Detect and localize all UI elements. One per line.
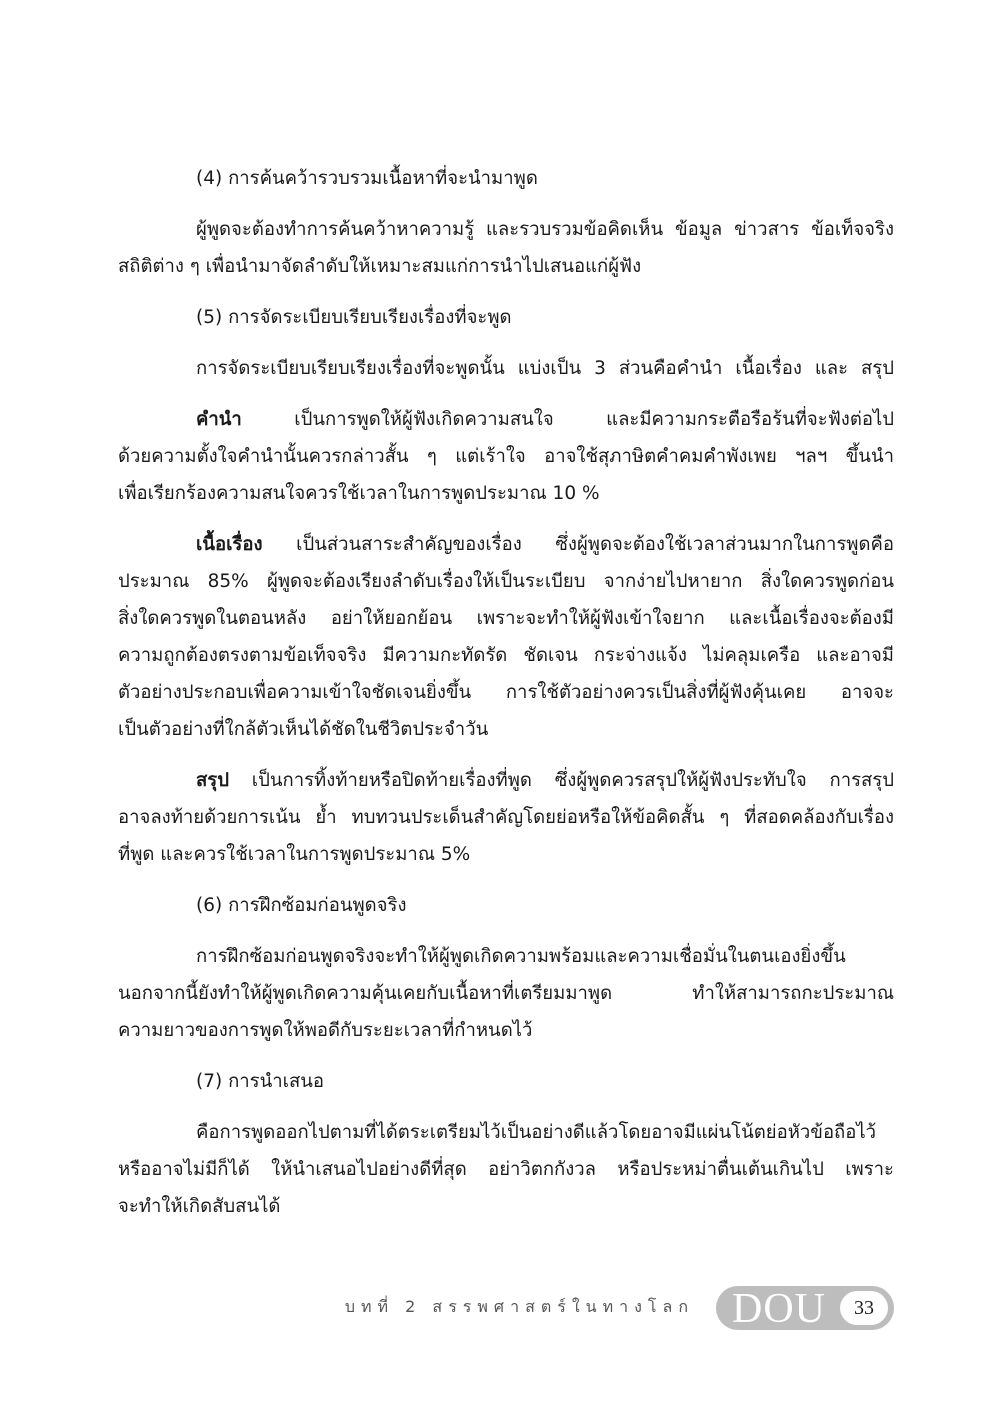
- paragraph-section-5-intro: [118, 350, 894, 387]
- paragraph-line: [118, 526, 894, 563]
- paragraph-line: ตัวอย่างประกอบเพื่อความเข้าใจชัดเจนยิ่งขึ้น การใช้ตัวอย่างควรเป็นสิ่งที่ผู้ฟังคุ้นเคย อาจจะ: [118, 682, 894, 703]
- page-number: 33: [840, 1291, 888, 1325]
- paragraph-line: อาจลงท้ายด้วยการเน้น ย้ำ ทบทวนประเด็นสำคัญโดยย่อหรือให้ข้อคิดสั้น ๆ ที่สอดคล้องกับเรื่อง: [118, 807, 894, 828]
- section-heading-6: (6) การฝึกซ้อมก่อนพูดจริง: [196, 895, 407, 916]
- paragraph-line: [118, 762, 894, 799]
- dou-logo: DOU: [732, 1286, 826, 1332]
- paragraph-line: ด้วยความตั้งใจคำนำนั้นควรกล่าวสั้น ๆ แต่เร้าใจ อาจใช้สุภาษิตคำคมคำพังเพย ฯลฯ ขึ้นนำ: [118, 446, 894, 467]
- paragraph-line: นอกจากนี้ยังทำให้ผู้พูดเกิดความคุ้นเคยกับเนื้อหาที่เตรียมมาพูด ทำให้สามารถกะประมาณ: [118, 983, 894, 1004]
- paragraph-summary: [118, 762, 894, 873]
- paragraph-text: เป็นการทิ้งท้ายหรือปิดท้ายเรื่องที่พูด ซึ่งผู้พูดควรสรุปให้ผู้ฟังประทับใจ การสรุป: [228, 770, 894, 791]
- section-heading-5: (5) การจัดระเบียบเรียบเรียงเรื่องที่จะพูด: [196, 307, 512, 328]
- paragraph-line: สิ่งใดควรพูดในตอนหลัง อย่าให้ยอกย้อน เพราะจะทำให้ผู้ฟังเข้าใจยาก และเนื้อเรื่องจะต้องมี: [118, 608, 894, 629]
- paragraph-section-7: [118, 1114, 894, 1225]
- paragraph-line: คือการพูดออกไปตามที่ได้ตระเตรียมไว้เป็นอย่างดีแล้วโดยอาจมีแผ่นโน้ตย่อหัวข้อถือไว้: [196, 1122, 877, 1143]
- paragraph-text: เป็นส่วนสาระสำคัญของเรื่อง ซึ่งผู้พูดจะต้องใช้เวลาส่วนมากในการพูดคือ: [262, 534, 894, 555]
- paragraph-line: ประมาณ 85% ผู้พูดจะต้องเรียงลำดับเรื่องให้เป็นระเบียบ จากง่ายไปหายาก สิ่งใดควรพูดก่อน: [118, 571, 894, 592]
- paragraph-introduction: [118, 401, 894, 512]
- page-footer: [0, 1283, 1000, 1333]
- paragraph-line: ผู้พูดจะต้องทำการค้นคว้าหาความรู้ และรวบรวมข้อคิดเห็น ข้อมูล ข่าวสาร ข้อเท็จจริง: [196, 219, 894, 240]
- keyword-body: เนื้อเรื่อง: [196, 534, 263, 555]
- paragraph-line: สถิติต่าง ๆ เพื่อนำมาจัดลำดับให้เหมาะสมแก่การนำไปเสนอแก่ผู้ฟัง: [118, 256, 642, 277]
- section-heading-4: (4) การค้นคว้ารวบรวมเนื้อหาที่จะนำมาพูด: [196, 168, 538, 189]
- paragraph-line: ความยาวของการพูดให้พอดีกับระยะเวลาที่กำหนดไว้: [118, 1020, 533, 1041]
- paragraph-line: เป็นตัวอย่างที่ใกล้ตัวเห็นได้ชัดในชีวิตประจำวัน: [118, 719, 489, 740]
- paragraph-line: การจัดระเบียบเรียบเรียงเรื่องที่จะพูดนั้น แบ่งเป็น 3 ส่วนคือคำนำ เนื้อเรื่อง และ สรุป: [196, 358, 894, 379]
- paragraph-body: [118, 526, 894, 748]
- chapter-title: บทที่ 2 สรรพศาสตร์ในทางโลก: [344, 1297, 694, 1316]
- paragraph-line: ความถูกต้องตรงตามข้อเท็จจริง มีความกะทัดรัด ชัดเจน กระจ่างแจ้ง ไม่คลุมเครือ และอาจมี: [118, 645, 894, 666]
- paragraph-section-4: [118, 211, 894, 285]
- keyword-introduction: คำนำ: [196, 409, 242, 430]
- paragraph-section-6: [118, 938, 894, 1049]
- paragraph-line: หรืออาจไม่มีก็ได้ ให้นำเสนอไปอย่างดีที่สุด อย่าวิตกกังวล หรือประหม่าตื่นเต้นเกินไป เพราะ: [118, 1159, 894, 1180]
- paragraph-text: เป็นการพูดให้ผู้ฟังเกิดความสนใจ และมีความกระตือรือร้นที่จะฟังต่อไป: [241, 409, 894, 430]
- paragraph-line: จะทำให้เกิดสับสนได้: [118, 1196, 281, 1217]
- paragraph-line: ที่พูด และควรใช้เวลาในการพูดประมาณ 5%: [118, 844, 471, 865]
- section-heading-7: (7) การนำเสนอ: [196, 1071, 325, 1092]
- keyword-summary: สรุป: [196, 770, 229, 791]
- paragraph-line: เพื่อเรียกร้องความสนใจควรใช้เวลาในการพูดประมาณ 10 %: [118, 483, 600, 504]
- paragraph-line: [118, 401, 894, 438]
- paragraph-line: การฝึกซ้อมก่อนพูดจริงจะทำให้ผู้พูดเกิดความพร้อมและความเชื่อมั่นในตนเองยิ่งขึ้น: [196, 946, 846, 967]
- page-badge: [716, 1286, 894, 1330]
- document-body: [118, 160, 894, 1239]
